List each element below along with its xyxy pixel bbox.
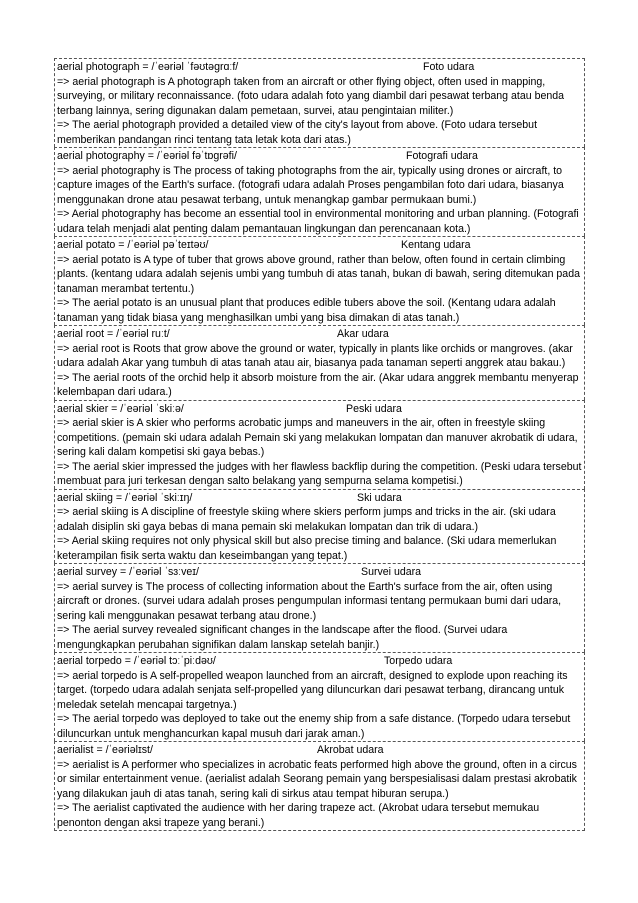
example-sentence: => The aerialist captivated the audience with her daring trapeze act. (Akrobat udara tersebut memukau penonton dengan aksi trapeze yang berani.) [57,802,540,829]
translation: Akrobat udara [317,744,384,756]
entry [54,741,585,831]
entry [54,236,585,325]
entry [54,147,585,236]
definition: => aerial skiing is A discipline of freestyle skiing where skiers perform jumps and tricks in the air. (ski udara adalah disiplin ski gaya bebas di mana pemain ski melakukan lompatan dan trik di udara.) [57,506,556,533]
entry-header [57,238,583,253]
example-sentence: => Aerial photography has become an essential tool in environmental monitoring and urban planning. (Fotografi udara telah menjadi alat penting dalam pemantauan lingkungan dan perencanaan kota.) [57,208,579,235]
entry [54,325,585,400]
example-sentence: => The aerial photograph provided a detailed view of the city's layout from above. (Foto udara tersebut memberikan pandangan rinci tentang tata letak kota dari atas.) [57,119,538,146]
definition: => aerial skier is A skier who performs acrobatic jumps and maneuvers in the air, often in freestyle skiing competitions. (pemain ski udara adalah Pemain ski yang melakukan lompatan dan manuver akrobatik di udara, sering kali dalam kompetisi ski gaya bebas.) [57,417,578,458]
headword: aerial photograph = /ˈeəriəl ˈfəʊtəɡrɑːf/ [57,61,239,73]
headword: aerial skiing = /ˈeəriəl ˈskiːɪŋ/ [57,491,193,504]
headword: aerial survey = /ˈeəriəl ˈsɜːveɪ/ [57,566,199,578]
entry-header [57,743,583,758]
translation: Foto udara [423,61,475,73]
translation: Akar udara [337,328,389,340]
example-sentence: => The aerial torpedo was deployed to take out the enemy ship from a safe distance. (Torpedo udara tersebut diluncurkan untuk menghancurkan kapal musuh dari jarak aman.) [57,713,571,740]
entry-header [57,565,583,580]
translation: Ski udara [357,491,402,504]
definition: => aerialist is A performer who specializes in acrobatic feats performed high above the ground, often in a circus or similar entertainment venue. (aerialist adalah Seorang pemain yang berspesialisasi dalam prestasi akrobatik yang dilakukan jauh di atas tanah, sering kali di sirkus atau tempat hiburan serupa.) [57,758,577,800]
entry [54,400,585,489]
entry [54,652,585,741]
definition: => aerial survey is The process of collecting information about the Earth's surface from the air, often using aircraft or drones. (survei udara adalah proses pengumpulan informasi tentang permukaan bumi dari udara, sering kali menggunakan pesawat terbang atau drone.) [57,580,562,622]
example-sentence: => The aerial potato is an unusual plant that produces edible tubers above the soil. (Kentang udara adalah tanaman yang tidak biasa yang menghasilkan umbi yang bisa dimakan di atas tanah.) [57,297,556,324]
translation: Fotografi udara [406,150,478,162]
headword: aerial photography = /ˈeəriəl fəˈtɒɡrəfi/ [57,150,237,162]
headword: aerial root = /ˈeəriəl ruːt/ [57,328,170,340]
definition: => aerial photograph is A photograph taken from an aircraft or other flying object, often used in mapping, surveying, or military reconnaissance. (foto udara adalah foto yang diambil dari pesawat terbang atau benda terbang lainnya, sering digunakan dalam pemetaan, survei, atau pengintaian militer.) [57,75,565,117]
entry-header [57,60,583,75]
example-sentence: => The aerial roots of the orchid help it absorb moisture from the air. (Akar udara anggrek membantu menyerap kelembapan dari udara.) [57,371,579,398]
example-sentence: => The aerial skier impressed the judges with her flawless backflip during the competition. (Peski udara tersebut membuat para juri terkesan dengan salto belakang yang sempurna selama kompetisi.) [57,460,582,487]
definition: => aerial photography is The process of taking photographs from the air, typically using drones or aircraft, to capture images of the Earth's surface. (fotografi udara adalah Proses pengambilan foto dari udara, biasanya menggunakan drone atau pesawat terbang, untuk menangkap gambar permukaan bumi.) [57,164,564,206]
entry-header [57,491,583,506]
example-sentence: => The aerial survey revealed significant changes in the landscape after the flood. (Survei udara mengungkapkan perubahan signifikan dalam lanskap setelah banjir.) [57,624,508,651]
definition: => aerial potato is A type of tuber that grows above ground, rather than below, often found in certain climbing plants. (kentang udara adalah sejenis umbi yang tumbuh di atas tanah, bukan di bawah, sering ditemukan pada tanaman merambat tertentu.) [57,253,580,295]
example-sentence: => Aerial skiing requires not only physical skill but also precise timing and balance. (Ski udara memerlukan keterampilan fisik serta waktu dan keseimbangan yang tepat.) [57,535,557,562]
definition: => aerial root is Roots that grow above the ground or water, typically in plants like orchids or mangroves. (akar udara adalah Akar yang tumbuh di atas tanah atau air, biasanya pada tanaman seperti anggrek atau bakau.) [57,342,573,369]
headword: aerial potato = /ˈeəriəl pəˈteɪtəʊ/ [57,239,209,251]
translation: Torpedo udara [384,655,453,667]
translation: Peski udara [346,402,402,415]
headword: aerial skier = /ˈeəriəl ˈskiːə/ [57,402,184,415]
entry [54,489,585,564]
headword: aerial torpedo = /ˈeəriəl tɔːˈpiːdəʊ/ [57,655,216,667]
entry [54,563,585,652]
vocabulary-sheet [54,58,585,831]
translation: Kentang udara [401,239,471,251]
entry [54,58,585,147]
entry-header [57,654,583,669]
translation: Survei udara [361,566,422,578]
entry-header [57,402,583,417]
entry-header [57,149,583,164]
definition: => aerial torpedo is A self-propelled weapon launched from an aircraft, designed to explode upon reaching its target. (torpedo udara adalah senjata self-propelled yang diluncurkan dari pesawat terbang, dirancang untuk meledak setelah mencapai targetnya.) [57,669,568,711]
headword: aerialist = /ˈeəriəlɪst/ [57,744,153,756]
entry-header [57,327,583,342]
